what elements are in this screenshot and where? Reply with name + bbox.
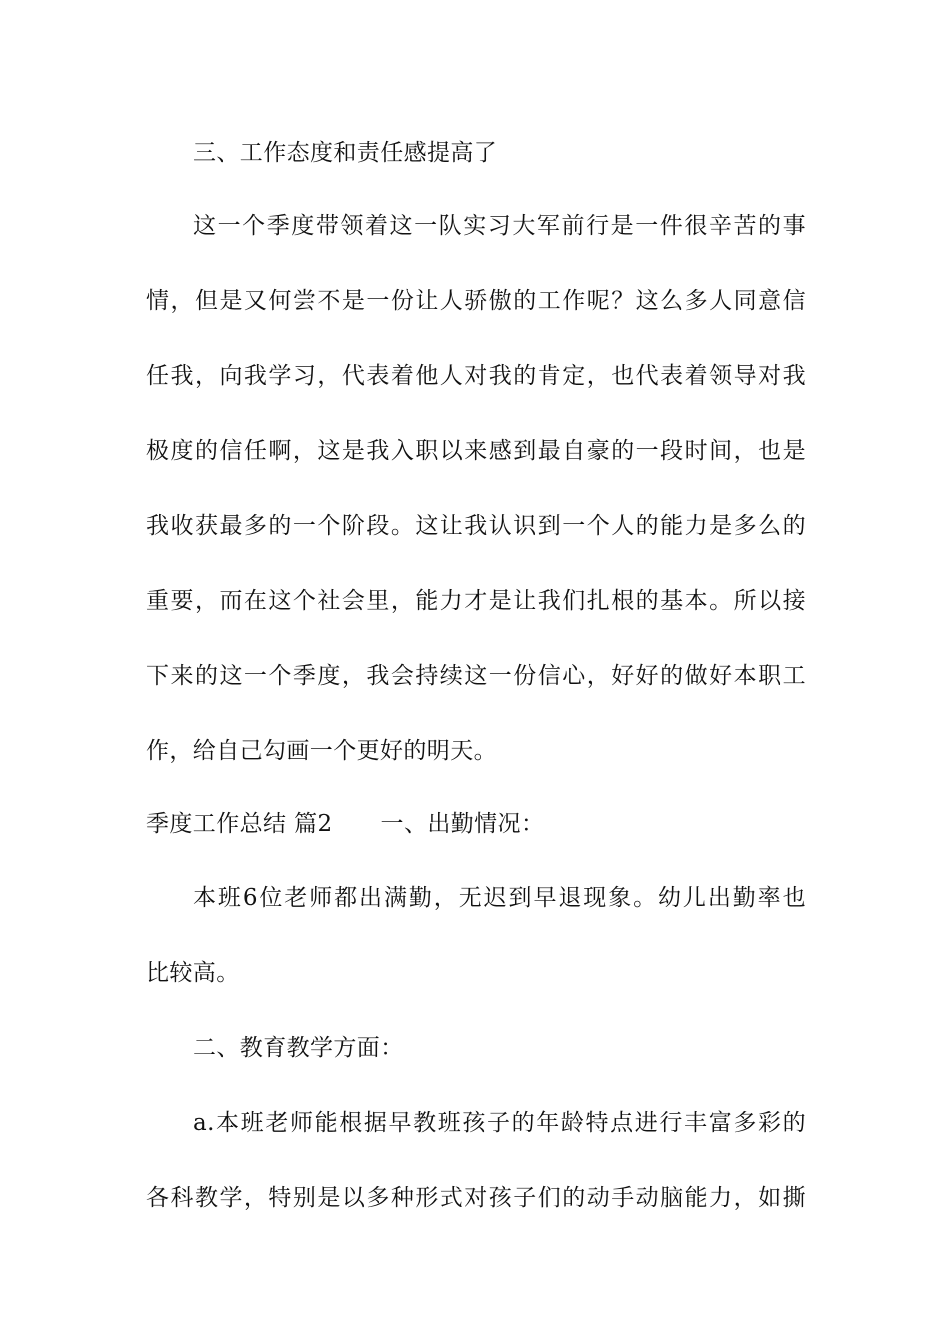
paragraph-line: a.本班老师能根据早教班孩子的年龄特点进行丰富多彩的	[193, 1110, 806, 1136]
paragraph-line: 各科教学，特别是以多种形式对孩子们的动手动脑能力，如撕	[146, 1185, 806, 1211]
paragraph-line: 本班6位老师都出满勤，无迟到早退现象。幼儿出勤率也	[193, 885, 806, 911]
article-title: 季度工作总结 篇2	[146, 811, 333, 837]
paragraph-line: 任我，向我学习，代表着他人对我的肯定，也代表着领导对我	[146, 363, 806, 389]
paragraph-line: 比较高。	[146, 960, 240, 986]
paragraph-line: 极度的信任啊，这是我入职以来感到最自豪的一段时间，也是	[146, 438, 806, 464]
article-title-row	[146, 806, 806, 842]
paragraph-line: 重要，而在这个社会里，能力才是让我们扎根的基本。所以接	[146, 588, 806, 614]
section-heading-attitude: 三、工作态度和责任感提高了	[193, 140, 498, 166]
paragraph-line: 我收获最多的一个阶段。这让我认识到一个人的能力是多么的	[146, 513, 806, 539]
paragraph-line: 下来的这一个季度，我会持续这一份信心，好好的做好本职工	[146, 663, 806, 689]
section-heading-teaching: 二、教育教学方面：	[193, 1035, 404, 1061]
paragraph-line: 作，给自己勾画一个更好的明天。	[146, 738, 497, 764]
section-heading-attendance: 一、出勤情况：	[380, 811, 545, 837]
paragraph-line: 这一个季度带领着这一队实习大军前行是一件很辛苦的事	[193, 213, 806, 239]
paragraph-line: 情，但是又何尝不是一份让人骄傲的工作呢？这么多人同意信	[146, 288, 806, 314]
